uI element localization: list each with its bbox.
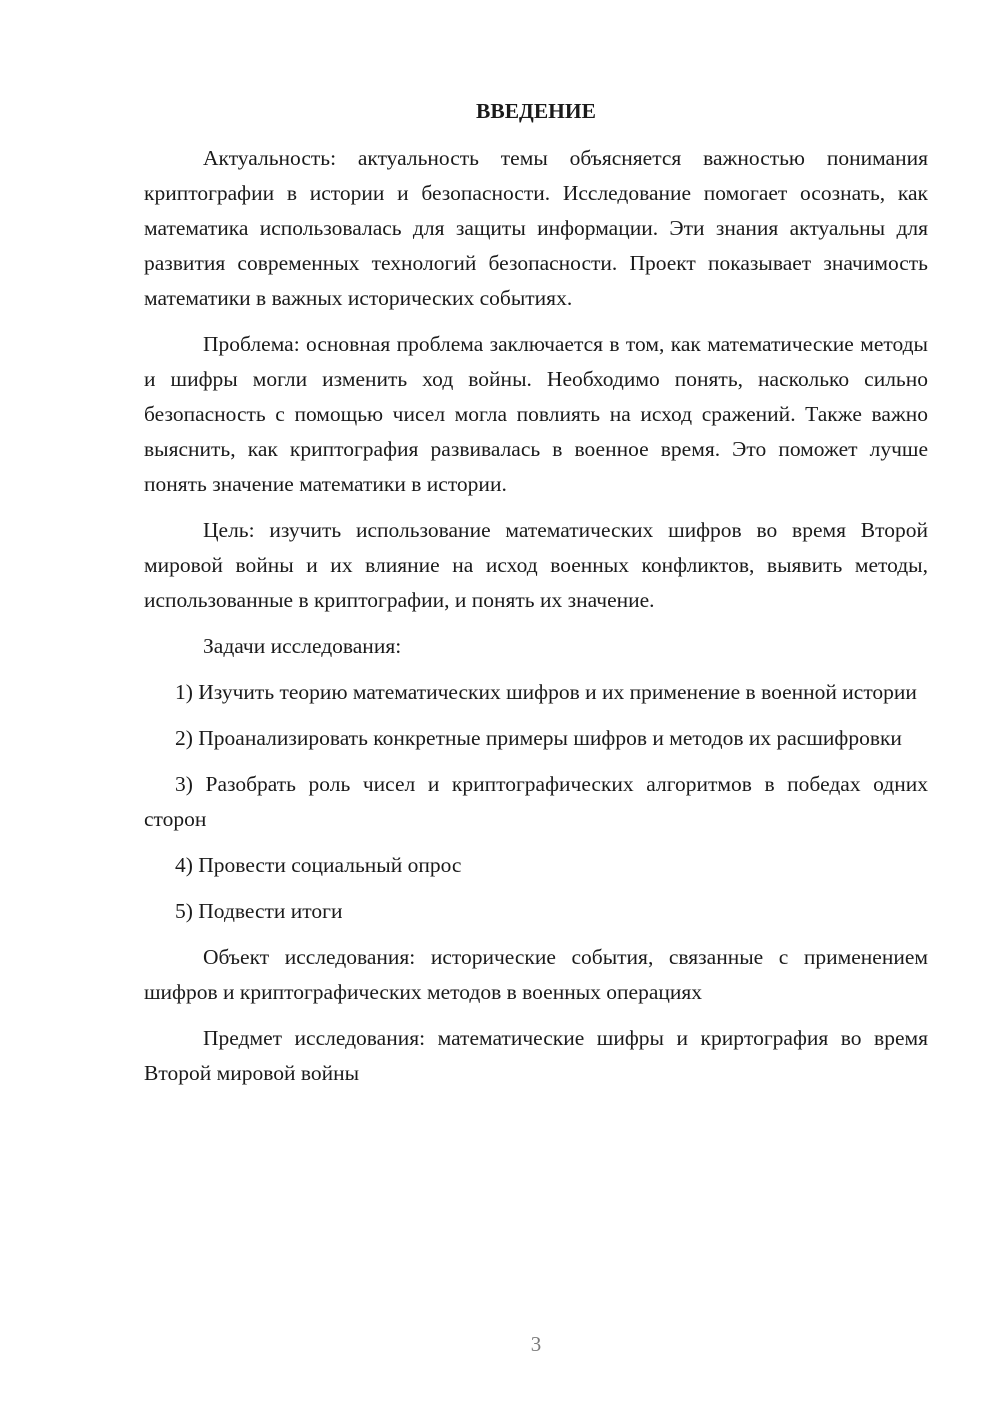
task-item-2: 2) Проанализировать конкретные примеры шифров и методов их расшифровки <box>175 726 902 750</box>
object-paragraph: Объект исследования: исторические события, связанные с применением шифров и криптографических методов в военных операциях <box>144 945 928 1004</box>
tasks-heading: Задачи исследования: <box>203 634 402 658</box>
relevance-paragraph: Актуальность: актуальность темы объясняется важностью понимания криптографии в истории и безопасности. Исследование помогает осознать, как математика использовалась для защиты информации. Эти знания актуальны для развития современных технологий безопасности. Проект показывает значимость математики в важных исторических событиях. <box>144 146 928 310</box>
page-number: 3 <box>530 1332 542 1356</box>
problem-paragraph: Проблема: основная проблема заключается в том, как математические методы и шифры могли изменить ход войны. Необходимо понять, насколько сильно безопасность с помощью чисел могла повлиять на исход сражений. Также важно выяснить, как криптография развивалась в военное время. Это поможет лучше понять значение математики в истории. <box>144 332 928 496</box>
page-content <box>144 94 928 1102</box>
task-item-5: 5) Подвести итоги <box>175 899 343 923</box>
subject-paragraph: Предмет исследования: математические шифры и криpтография во время Второй мировой войны <box>144 1026 928 1085</box>
task-item-4: 4) Провести социальный опрос <box>175 853 462 877</box>
task-item-3: 3) Разобрать роль чисел и криптографических алгоритмов в победах одних сторон <box>144 772 928 831</box>
goal-paragraph: Цель: изучить использование математических шифров во время Второй мировой войны и их влияние на исход военных конфликтов, выявить методы, использованные в криптографии, и понять их значение. <box>144 518 928 612</box>
page-title: ВВЕДЕНИЕ <box>476 99 596 123</box>
task-item-1: 1) Изучить теорию математических шифров и их применение в военной истории <box>175 680 917 704</box>
